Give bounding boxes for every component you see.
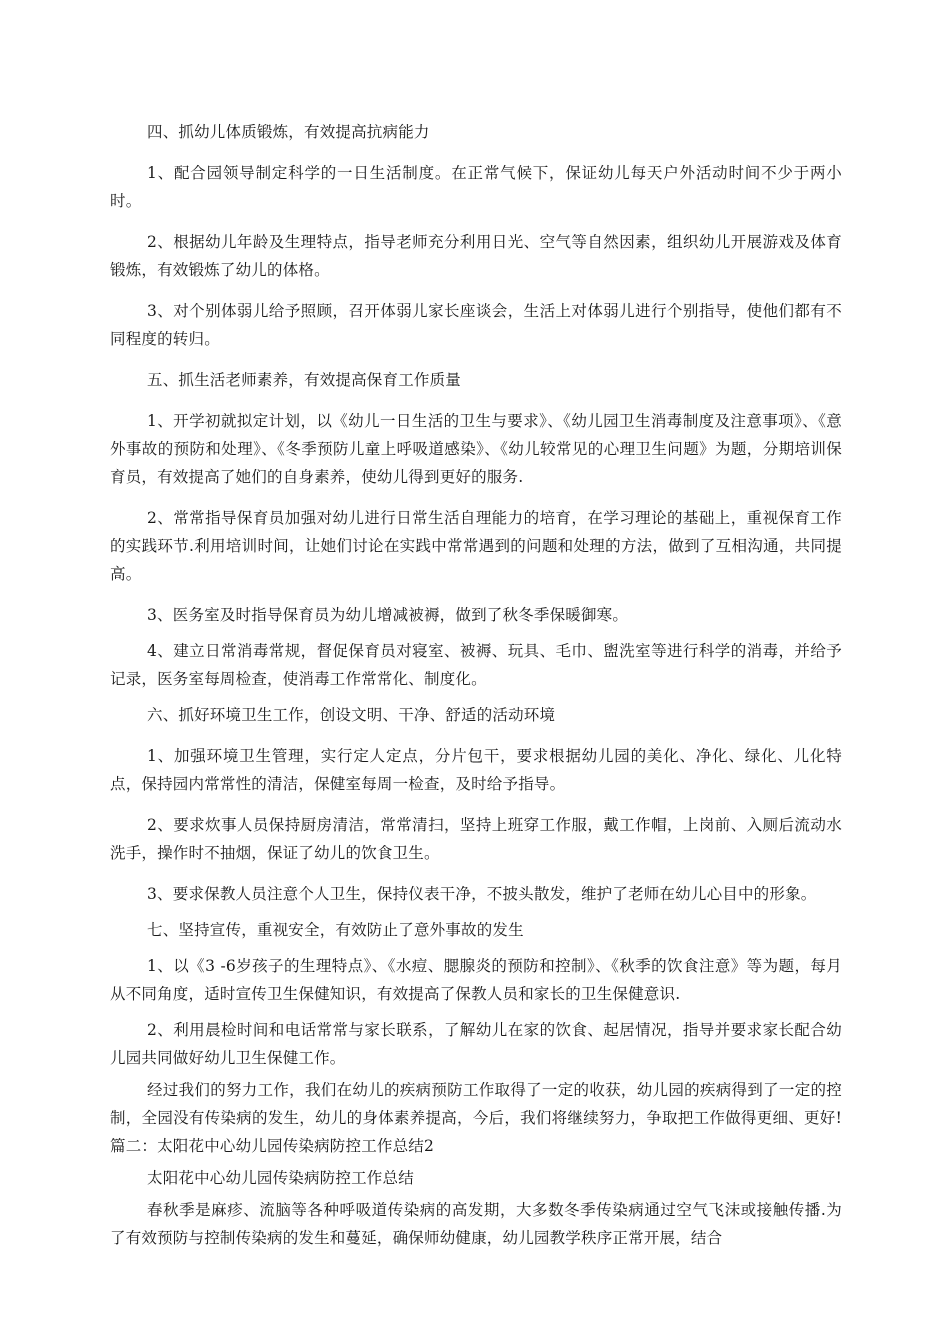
section-heading-5: 五、抓生活老师素养，有效提高保育工作质量 (147, 371, 462, 389)
paragraph: 1、加强环境卫生管理，实行定人定点，分片包干，要求根据幼儿园的美化、净化、绿化、儿化特点，保持园内常常性的清洁，保健室每周一检查，及时给予指导。 (110, 747, 842, 793)
paragraph: 2、常常指导保育员加强对幼儿进行日常生活自理能力的培育，在学习理论的基础上，重视保育工作的实践环节.利用培训时间，让她们讨论在实践中常常遇到的问题和处理的方法，做到了互相沟通，共同提高。 (110, 509, 842, 583)
document-body (110, 118, 842, 1256)
paragraph: 2、利用晨检时间和电话常常与家长联系，了解幼儿在家的饮食、起居情况，指导并要求家长配合幼儿园共同做好幼儿卫生保健工作。 (110, 1021, 842, 1067)
paragraph: 1、以《3 -6岁孩子的生理特点》、《水痘、腮腺炎的预防和控制》、《秋季的饮食注意》等为题，每月从不同角度，适时宣传卫生保健知识，有效提高了保教人员和家长的卫生保健意识. (110, 957, 842, 1003)
paragraph: 2、根据幼儿年龄及生理特点，指导老师充分利用日光、空气等自然因素，组织幼儿开展游戏及体育锻炼，有效锻炼了幼儿的体格。 (110, 233, 842, 279)
paragraph: 3、医务室及时指导保育员为幼儿增减被褥，做到了秋冬季保暖御寒。 (147, 606, 629, 624)
paragraph: 1、配合园领导制定科学的一日生活制度。在正常气候下，保证幼儿每天户外活动时间不少于两小时。 (110, 164, 842, 210)
paragraph: 1、开学初就拟定计划，以《幼儿一日生活的卫生与要求》、《幼儿园卫生消毒制度及注意事项》、《意外事故的预防和处理》、《冬季预防儿童上呼吸道感染》、《幼儿较常见的心理卫生问题》为题，分期培训保育员，有效提高了她们的自身素养，使幼儿得到更好的服务. (110, 412, 842, 486)
paragraph: 3、对个别体弱儿给予照顾，召开体弱儿家长座谈会，生活上对体弱儿进行个别指导，使他们都有不同程度的转归。 (110, 302, 842, 348)
paragraph: 经过我们的努力工作，我们在幼儿的疾病预防工作取得了一定的收获，幼儿园的疾病得到了一定的控制，全园没有传染病的发生，幼儿的身体素养提高，今后，我们将继续努力，争取把工作做得更细、更好!篇二：太阳花中心幼儿园传染病防控工作总结2 (110, 1081, 842, 1155)
paragraph: 3、要求保教人员注意个人卫生，保持仪表干净，不披头散发，维护了老师在幼儿心目中的形象。 (147, 885, 817, 903)
section-heading-6: 六、抓好环境卫生工作，创设文明、干净、舒适的活动环境 (147, 706, 556, 724)
section-heading-4: 四、抓幼儿体质锻炼，有效提高抗病能力 (147, 123, 430, 141)
section-heading-7: 七、坚持宣传，重视安全，有效防止了意外事故的发生 (147, 921, 524, 939)
article-title: 太阳花中心幼儿园传染病防控工作总结 (147, 1169, 414, 1187)
paragraph: 2、要求炊事人员保持厨房清洁，常常清扫，坚持上班穿工作服，戴工作帽，上岗前、入厕后流动水洗手，操作时不抽烟，保证了幼儿的饮食卫生。 (110, 816, 842, 862)
paragraph: 4、建立日常消毒常规，督促保育员对寝室、被褥、玩具、毛巾、盥洗室等进行科学的消毒，并给予记录，医务室每周检查，使消毒工作常常化、制度化。 (110, 642, 842, 688)
paragraph: 春秋季是麻疹、流脑等各种呼吸道传染病的高发期，大多数冬季传染病通过空气飞沫或接触传播.为了有效预防与控制传染病的发生和蔓延，确保师幼健康，幼儿园教学秩序正常开展，结合 (110, 1201, 842, 1247)
